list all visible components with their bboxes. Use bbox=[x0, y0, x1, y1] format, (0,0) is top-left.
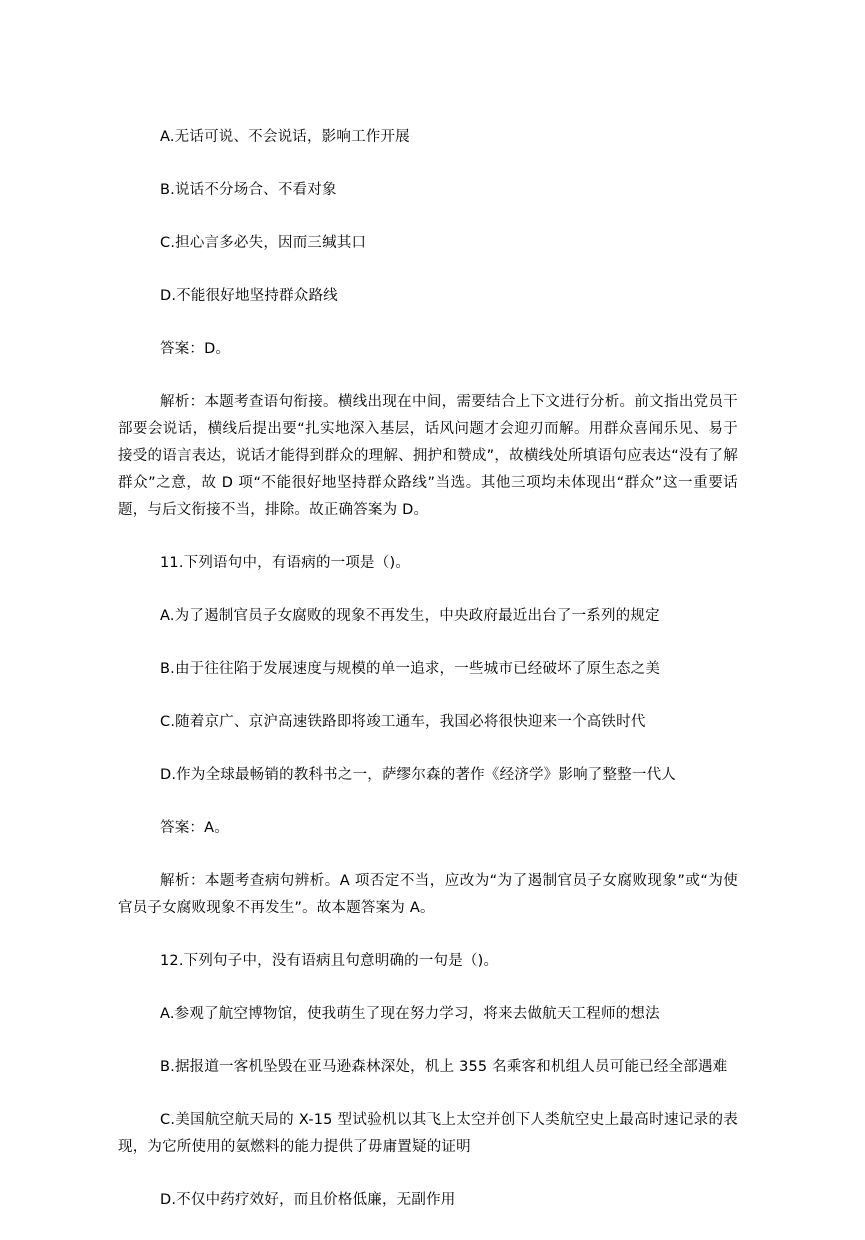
explanation-q11: 解析：本题考查病句辨析。A 项否定不当，应改为“为了遏制官员子女腐败现象”或“为使官员子女腐败现象不再发生”。故本题答案为 A。 bbox=[118, 873, 738, 916]
option-b-q12: B.据报道一客机坠毁在亚马逊森林深处，机上 355 名乘客和机组人员可能已经全部遇难 bbox=[160, 1059, 728, 1075]
answer-q11: 答案：A。 bbox=[160, 820, 229, 836]
option-d-q10: D.不能很好地坚持群众路线 bbox=[160, 288, 338, 304]
explanation-q10: 解析：本题考查语句衔接。横线出现在中间，需要结合上下文进行分析。前文指出党员干部要会说话，横线后提出要“扎实地深入基层，话风问题才会迎刃而解。用群众喜闻乐见、易于接受的语言表达，说话才能得到群众的理解、拥护和赞成”，故横线处所填语句应表达“没有了解群众”之意，故 D 项“不能很好地坚持群众路线”当选。其他三项均未体现出“群众”这一重要话题，与后文衔接不当，排除。故正确答案为 D。 bbox=[118, 394, 738, 518]
question-12: 12.下列句子中，没有语病且句意明确的一句是（)。 bbox=[160, 953, 499, 969]
option-c-q11: C.随着京广、京沪高速铁路即将竣工通车，我国必将很快迎来一个高铁时代 bbox=[160, 714, 646, 730]
answer-q10: 答案：D。 bbox=[160, 341, 231, 357]
option-b-q11: B.由于往往陷于发展速度与规模的单一追求，一些城市已经破坏了原生态之美 bbox=[160, 661, 661, 677]
option-b-q10: B.说话不分场合、不看对象 bbox=[160, 182, 337, 198]
option-c-q10: C.担心言多必失，因而三缄其口 bbox=[160, 235, 367, 251]
option-d-q12: D.不仅中药疗效好，而且价格低廉，无副作用 bbox=[160, 1192, 456, 1208]
option-c-q12: C.美国航空航天局的 X-15 型试验机以其飞上太空并创下人类航空史上最高时速记录的表现，为它所使用的氨燃料的能力提供了毋庸置疑的证明 bbox=[118, 1112, 738, 1155]
document-body bbox=[118, 124, 738, 1240]
option-a-q12: A.参观了航空博物馆，使我萌生了现在努力学习，将来去做航天工程师的想法 bbox=[160, 1006, 660, 1022]
question-11: 11.下列语句中，有语病的一项是（)。 bbox=[160, 555, 411, 571]
option-a-q11: A.为了遏制官员子女腐败的现象不再发生，中央政府最近出台了一系列的规定 bbox=[160, 608, 660, 624]
option-a-q10: A.无话可说、不会说话，影响工作开展 bbox=[160, 129, 410, 145]
option-d-q11: D.作为全球最畅销的教科书之一，萨缪尔森的著作《经济学》影响了整整一代人 bbox=[160, 767, 676, 783]
